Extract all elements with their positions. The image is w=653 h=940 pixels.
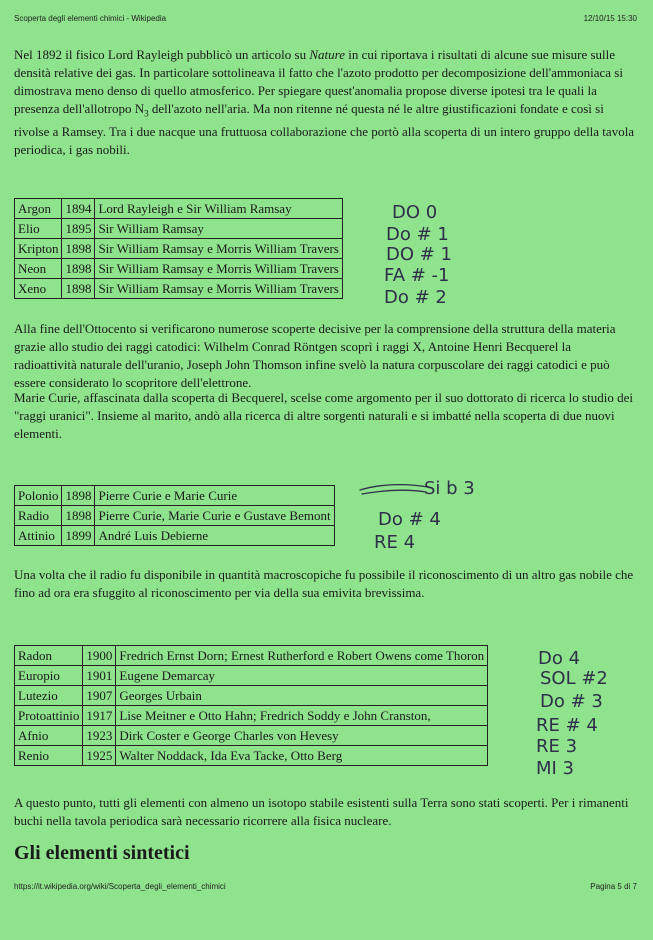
discoverer-cell: Lise Meitner e Otto Hahn; Fredrich Soddy e John Cranston, (116, 706, 488, 726)
element-cell: Neon (15, 259, 62, 279)
table-later-elements (14, 645, 488, 766)
discoverer-cell: Sir William Ramsay e Morris William Travers (95, 239, 342, 259)
element-cell: Xeno (15, 279, 62, 299)
element-cell: Argon (15, 199, 62, 219)
table-row (15, 646, 488, 666)
table-radioactive (14, 485, 335, 546)
element-cell: Elio (15, 219, 62, 239)
paragraph-cathode-rays: Alla fine dell'Ottocento si verificarono numerose scoperte decisive per la comprensione della struttura della materia grazie allo studio dei raggi catodici: Wilhelm Conrad Röntgen scoprì i raggi X, Antoine Henri Becquerel la radioattività naturale dell'uranio, Joseph John Thomson infine svelò la natura corpuscolare dei raggi catodici e può essere considerato lo scopritore dell'elettrone. (14, 321, 616, 390)
note-table2-1: Do # 4 (378, 509, 441, 530)
note-table3-4: RE 3 (536, 736, 578, 757)
paragraph-nuclear: A questo punto, tutti gli elementi con almeno un isotopo stabile esistenti sulla Terra sono stati scoperti. Per i rimanenti buchi nella tavola periodica sarà necessario ricorrere alla fisica nucleare. (14, 795, 629, 828)
note-table2-2: RE 4 (374, 532, 416, 553)
table-noble-gases (14, 198, 343, 299)
element-cell: Polonio (15, 486, 62, 506)
year-cell: 1898 (62, 259, 95, 279)
note-table3-0: Do 4 (538, 648, 581, 669)
element-cell: Afnio (15, 726, 83, 746)
table-row (15, 506, 335, 526)
element-cell: Kripton (15, 239, 62, 259)
note-table1-0: DO 0 (392, 202, 438, 223)
element-cell: Renio (15, 746, 83, 766)
year-cell: 1898 (62, 506, 95, 526)
note-table3-1: SOL #2 (540, 668, 608, 689)
table-row (15, 259, 343, 279)
element-cell: Radon (15, 646, 83, 666)
discoverer-cell: Lord Rayleigh e Sir William Ramsay (95, 199, 342, 219)
discoverer-cell: André Luis Debierne (95, 526, 334, 546)
discoverer-cell: Dirk Coster e George Charles von Hevesy (116, 726, 488, 746)
paragraph-marie-curie: Marie Curie, affascinata dalla scoperta di Becquerel, scelse come argomento per il suo dottorato di ricerca lo studio dei "raggi uranici". Insieme al marito, andò alla ricerca di altre sorgenti naturali e si imbatté nella scoperta di due nuovi elementi. (14, 390, 633, 441)
year-cell: 1925 (83, 746, 116, 766)
discoverer-cell: Eugene Demarcay (116, 666, 488, 686)
year-cell: 1894 (62, 199, 95, 219)
table-row (15, 239, 343, 259)
footer-page: Pagina 5 di 7 (590, 882, 637, 891)
discoverer-cell: Pierre Curie, Marie Curie e Gustave Bemont (95, 506, 334, 526)
year-cell: 1895 (62, 219, 95, 239)
year-cell: 1898 (62, 279, 95, 299)
paragraph-radio: Una volta che il radio fu disponibile in quantità macroscopiche fu possibile il riconoscimento di un altro gas nobile che fino ad ora era sfuggito al riconoscimento per via della sua emivita brevissima. (14, 567, 634, 600)
year-cell: 1899 (62, 526, 95, 546)
section-heading: Gli elementi sintetici (14, 842, 190, 864)
note-table1-3: FA # -1 (384, 265, 450, 286)
year-cell: 1917 (83, 706, 116, 726)
year-cell: 1901 (83, 666, 116, 686)
header-title: Scoperta degli elementi chimici - Wikipedia (14, 14, 167, 23)
discoverer-cell: Fredrich Ernst Dorn; Ernest Rutherford e Robert Owens come Thoron (116, 646, 488, 666)
strikeout-mark (360, 485, 428, 494)
table-row (15, 726, 488, 746)
discoverer-cell: Walter Noddack, Ida Eva Tacke, Otto Berg (116, 746, 488, 766)
year-cell: 1898 (62, 239, 95, 259)
note-table1-4: Do # 2 (384, 287, 447, 308)
note-table2-0: Si b 3 (424, 478, 475, 499)
table-row (15, 219, 343, 239)
year-cell: 1923 (83, 726, 116, 746)
table-row (15, 279, 343, 299)
note-table1-2: DO # 1 (386, 244, 453, 265)
element-cell: Europio (15, 666, 83, 686)
table-row (15, 666, 488, 686)
discoverer-cell: Sir William Ramsay e Morris William Travers (95, 259, 342, 279)
discoverer-cell: Sir William Ramsay (95, 219, 342, 239)
table-row (15, 746, 488, 766)
table-row (15, 486, 335, 506)
note-table3-2: Do # 3 (540, 691, 603, 712)
table-row (15, 686, 488, 706)
note-table3-3: RE # 4 (536, 715, 598, 736)
element-cell: Radio (15, 506, 62, 526)
note-table1-1: Do # 1 (386, 224, 449, 245)
element-cell: Protoattinio (15, 706, 83, 726)
discoverer-cell: Sir William Ramsay e Morris William Travers (95, 279, 342, 299)
header-datetime: 12/10/15 15:30 (583, 14, 637, 23)
table-row (15, 199, 343, 219)
year-cell: 1907 (83, 686, 116, 706)
element-cell: Lutezio (15, 686, 83, 706)
table-row (15, 706, 488, 726)
note-table3-5: MI 3 (536, 758, 575, 779)
year-cell: 1900 (83, 646, 116, 666)
element-cell: Attinio (15, 526, 62, 546)
year-cell: 1898 (62, 486, 95, 506)
discoverer-cell: Pierre Curie e Marie Curie (95, 486, 334, 506)
paragraph-rayleigh: Nel 1892 il fisico Lord Rayleigh pubblicò un articolo su Nature in cui riportava i risultati di alcune sue misure sulle densità relative dei gas. In particolare sottolineava il fatto che l'azoto prodotto per decomposizione dell'ammoniaca si dimostrava meno denso di quello atmosferico. Per spiegare quest'anomalia propose diverse ipotesi tra le quali la presenza dell'allotropo $N_3$ dell'azoto nell'aria. Ma non ritenne né questa né le altre giustificazioni fondate e così si rivolse a Ramsey. Tra i due nacque una fruttuosa collaborazione che portò alla scoperta di un intero gruppo della tavola periodica, i gas nobili. (14, 47, 635, 157)
discoverer-cell: Georges Urbain (116, 686, 488, 706)
footer-url: https://it.wikipedia.org/wiki/Scoperta_degli_elementi_chimici (14, 882, 226, 891)
table-row (15, 526, 335, 546)
